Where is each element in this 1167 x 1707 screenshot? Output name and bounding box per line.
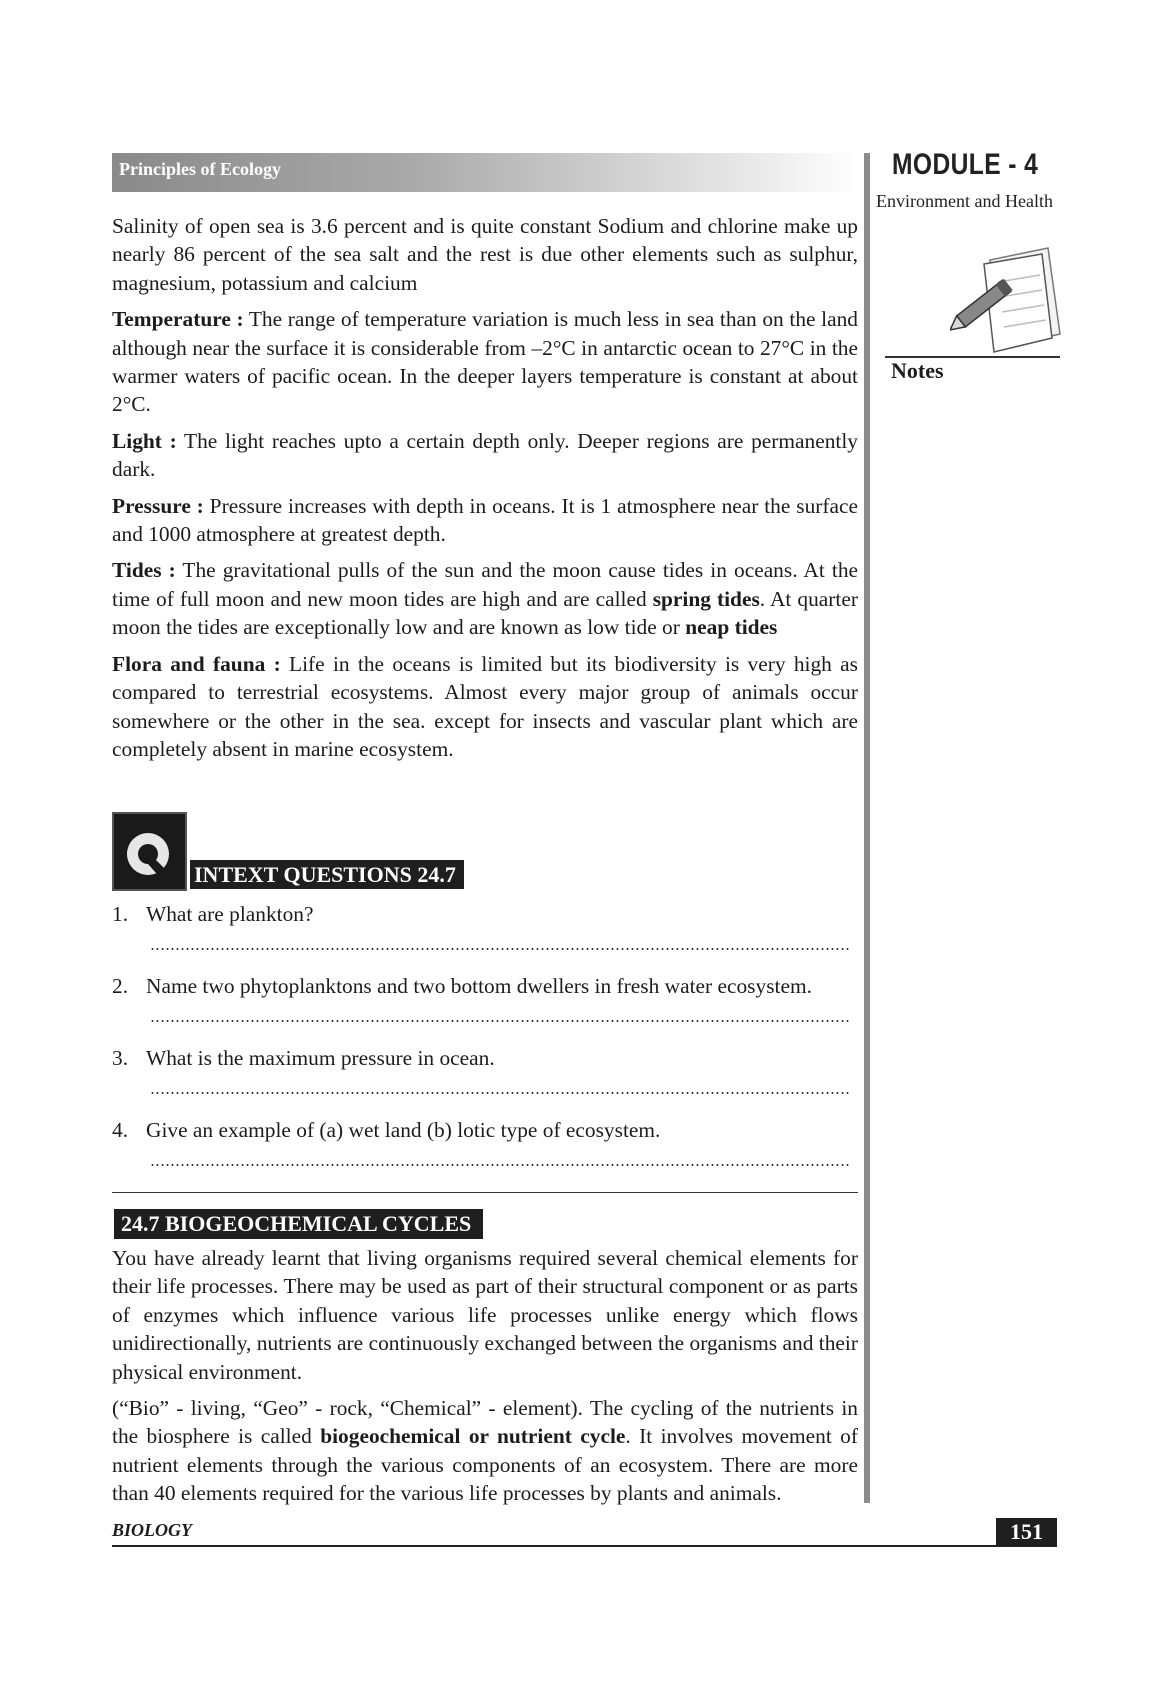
module-title: MODULE - 4 bbox=[892, 148, 1039, 181]
paragraph-cycles-definition: (“Bio” - living, “Geo” - rock, “Chemical” - element). The cycling of the nutrients in the biosphere is called biogeochemical or nutrient cycle. It involves movement of nutrient elements through the various components of an ecosystem. There are more than 40 elements required for the various life processes by plants and animals. bbox=[112, 1396, 859, 1506]
answer-line bbox=[150, 1164, 850, 1166]
footer-subject: BIOLOGY bbox=[112, 1520, 192, 1540]
paragraph-salinity: Salinity of open sea is 3.6 percent and is quite constant Sodium and chlorine make up nearly 86 percent of the sea salt and the rest is due other elements such as sulphur, magnesium, potassium and calcium bbox=[112, 214, 858, 295]
intext-questions-heading: INTEXT QUESTIONS 24.7 bbox=[188, 860, 464, 889]
paragraph-pressure: Pressure : Pressure increases with depth in oceans. It is 1 atmosphere near the surface and 1000 atmosphere at greatest depth. bbox=[112, 493, 858, 547]
question-icon bbox=[112, 812, 187, 891]
answer-line bbox=[150, 948, 850, 950]
main-text bbox=[112, 212, 858, 771]
section-heading: 24.7 BIOGEOCHEMICAL CYCLES bbox=[114, 1209, 483, 1239]
module-subtitle: Environment and Health bbox=[876, 191, 1053, 211]
paragraph-tides: Tides : The gravitational pulls of the sun and the moon cause tides in oceans. At the time of full moon and new moon tides are high and are called spring tides. At quarter moon the tides are exceptionally low and are known as low tide or neap tides bbox=[112, 558, 859, 640]
question-item: 4. Give an example of (a) wet land (b) lotic type of ecosystem. bbox=[112, 1118, 858, 1190]
paragraph-flora: Flora and fauna : Life in the oceans is limited but its biodiversity is very high as compared to terrestrial ecosystems. Almost every major group of animals occur somewhere or the other in the sea. except for insects and vascular plant which are completely absent in marine ecosystem. bbox=[112, 651, 859, 761]
question-item: 2. Name two phytoplanktons and two bottom dwellers in fresh water ecosystem. bbox=[112, 974, 858, 1046]
question-list bbox=[112, 902, 858, 1190]
answer-line bbox=[150, 1020, 850, 1022]
notes-label: Notes bbox=[891, 358, 944, 383]
question-item: 3. What is the maximum pressure in ocean. bbox=[112, 1046, 858, 1118]
section-divider bbox=[112, 1192, 858, 1193]
footer-rule bbox=[112, 1545, 1057, 1547]
margin-divider bbox=[864, 153, 870, 1503]
answer-line bbox=[150, 1092, 850, 1094]
paragraph-light: Light : The light reaches upto a certain depth only. Deeper regions are permanently dark. bbox=[112, 428, 859, 482]
running-header-bar bbox=[112, 153, 859, 192]
running-title: Principles of Ecology bbox=[119, 159, 281, 179]
section-text bbox=[112, 1244, 858, 1516]
question-item: 1. What are plankton? bbox=[112, 902, 858, 974]
paragraph-temperature: Temperature : The range of temperature variation is much less in sea than on the land although near the surface it is considerable from –2°C in antarctic ocean to 27°C in the warmer waters of pacific ocean. In the deeper layers temperature is constant at about 2°C. bbox=[112, 307, 858, 417]
paragraph-cycles-intro: You have already learnt that living organisms required several chemical elements for their life processes. There may be used as part of their structural component or as parts of enzymes which influence various life processes unlike energy which flows unidirectionally, nutrients are continuously exchanged between the organisms and their physical environment. bbox=[112, 1246, 858, 1384]
notes-pencil-icon bbox=[950, 242, 1062, 362]
page-number: 151 bbox=[996, 1518, 1057, 1547]
